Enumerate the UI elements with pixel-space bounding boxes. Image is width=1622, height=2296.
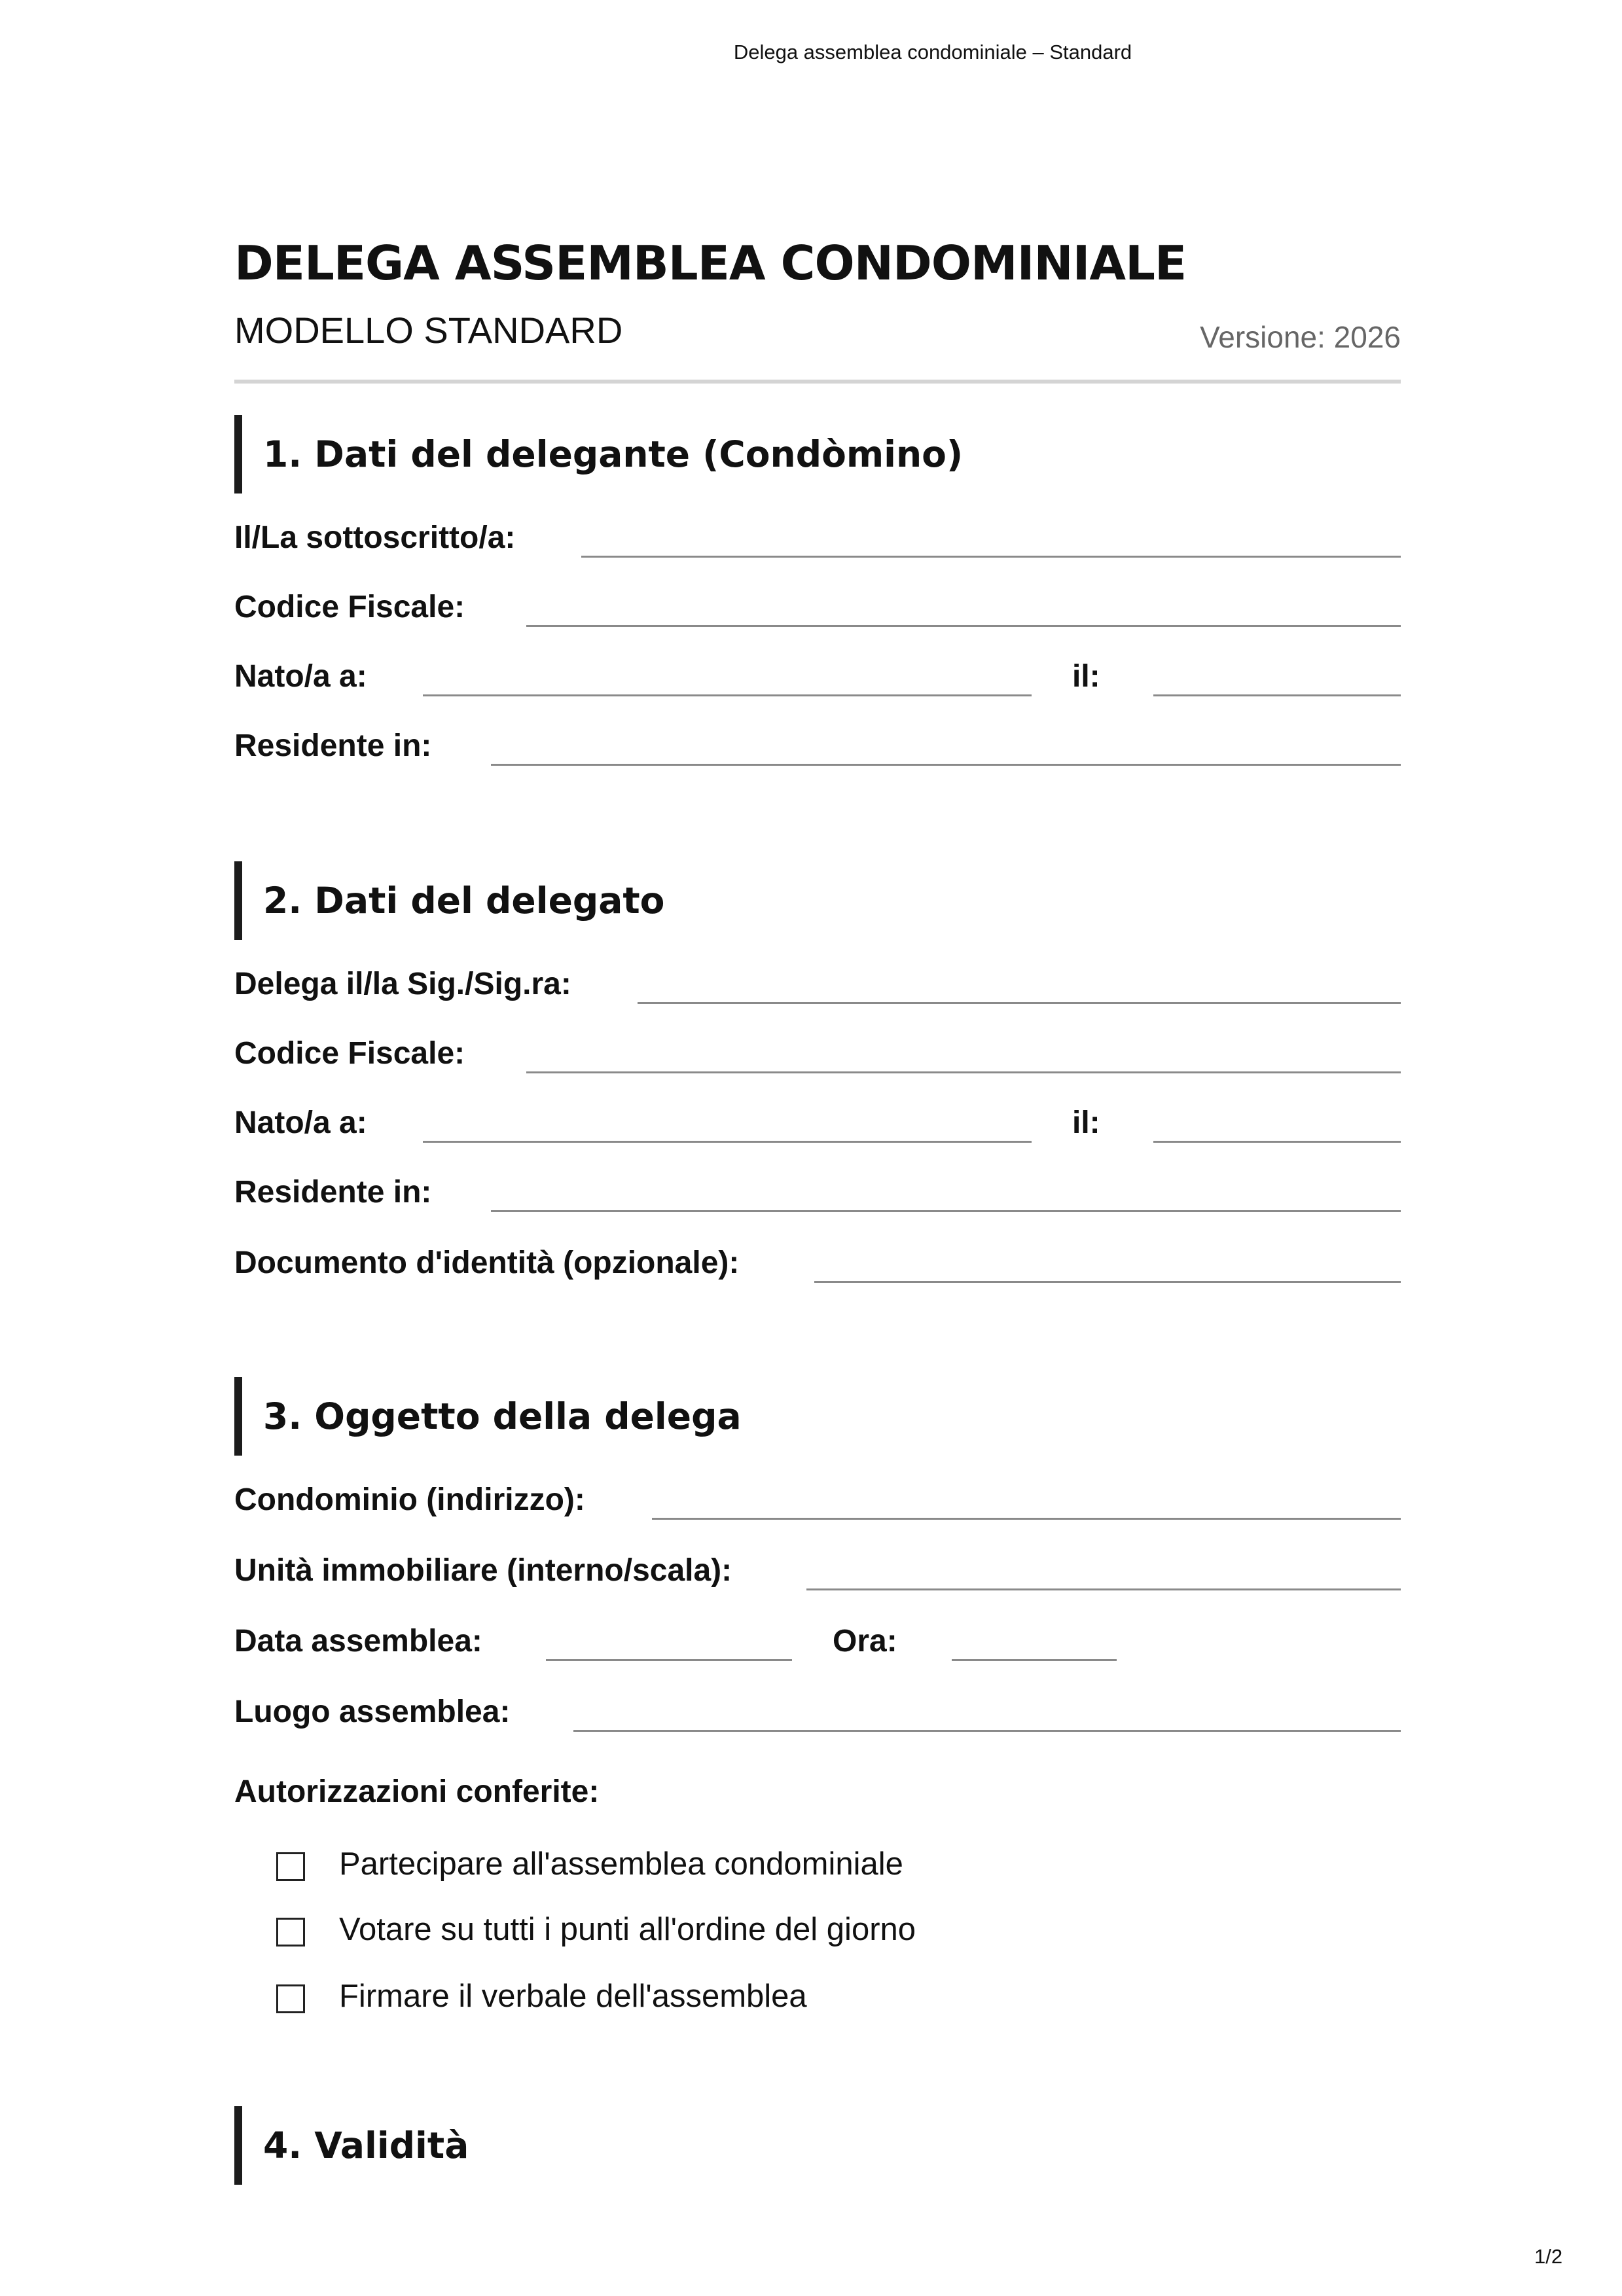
section-heading-oggetto: 3. Oggetto della delega bbox=[234, 1377, 742, 1456]
unita-immobiliare-input-line[interactable] bbox=[806, 1588, 1401, 1590]
field-label: Delega il/la Sig./Sig.ra: bbox=[234, 967, 571, 1001]
field-codice-fiscale-delegato bbox=[234, 1034, 1401, 1073]
condominio-input-line[interactable] bbox=[652, 1518, 1401, 1520]
page-number: 1/2 bbox=[1534, 2245, 1563, 2268]
field-unita-immobiliare bbox=[234, 1551, 1401, 1590]
nato-delegato-input-line[interactable] bbox=[423, 1141, 1032, 1143]
field-label: Luogo assemblea: bbox=[234, 1695, 511, 1729]
documento-identita-input-line[interactable] bbox=[814, 1281, 1401, 1283]
field-nato-delegante bbox=[234, 657, 1401, 696]
field-label: Residente in: bbox=[234, 728, 432, 763]
data-assemblea-input-line[interactable] bbox=[546, 1659, 792, 1661]
ora-assemblea-input-line[interactable] bbox=[952, 1659, 1117, 1661]
sottoscritto-input-line[interactable] bbox=[581, 556, 1401, 558]
codice-fiscale-delegante-input-line[interactable] bbox=[526, 625, 1401, 627]
field-luogo-assemblea bbox=[234, 1693, 1401, 1732]
document-title: DELEGA ASSEMBLEA CONDOMINIALE bbox=[234, 236, 1187, 291]
field-data-ora-assemblea bbox=[234, 1622, 1401, 1661]
residente-delegato-input-line[interactable] bbox=[491, 1210, 1401, 1212]
data-nascita-delegato-input-line[interactable] bbox=[1153, 1141, 1401, 1143]
section-heading-validita: 4. Validità bbox=[234, 2106, 469, 2185]
field-label: Documento d'identità (opzionale): bbox=[234, 1246, 740, 1280]
field-label-il: il: bbox=[1072, 1105, 1100, 1140]
checkbox-option[interactable] bbox=[276, 1910, 1324, 1949]
residente-delegante-input-line[interactable] bbox=[491, 764, 1401, 766]
field-label: Codice Fiscale: bbox=[234, 590, 465, 624]
field-sottoscritto bbox=[234, 518, 1401, 558]
running-header: Delega assemblea condominiale – Standard bbox=[733, 41, 1132, 63]
field-label-ora: Ora: bbox=[833, 1624, 897, 1659]
field-label: Condominio (indirizzo): bbox=[234, 1482, 585, 1517]
field-label: Unità immobiliare (interno/scala): bbox=[234, 1553, 732, 1588]
delegato-nome-input-line[interactable] bbox=[638, 1002, 1401, 1004]
field-residente-delegato bbox=[234, 1173, 1401, 1212]
field-condominio bbox=[234, 1480, 1401, 1520]
field-label: Nato/a a: bbox=[234, 1105, 367, 1140]
title-divider bbox=[234, 380, 1401, 384]
field-delega-sig bbox=[234, 965, 1401, 1004]
field-label: Data assemblea: bbox=[234, 1624, 482, 1659]
document-subtitle: MODELLO STANDARD bbox=[234, 310, 623, 351]
field-label: Residente in: bbox=[234, 1175, 432, 1210]
document-version: Versione: 2026 bbox=[1200, 320, 1401, 354]
nato-delegante-input-line[interactable] bbox=[423, 694, 1032, 696]
checkbox-label: Firmare il verbale dell'assemblea bbox=[339, 1979, 807, 2014]
checkbox-label: Votare su tutti i punti all'ordine del giorno bbox=[339, 1912, 916, 1947]
checkbox-option[interactable] bbox=[276, 1977, 1324, 2016]
section-heading-delegato: 2. Dati del delegato bbox=[234, 861, 664, 940]
field-label: Nato/a a: bbox=[234, 659, 367, 694]
checkbox-label: Partecipare all'assemblea condominiale bbox=[339, 1846, 903, 1882]
section-heading-delegante: 1. Dati del delegante (Condòmino) bbox=[234, 415, 963, 493]
field-codice-fiscale-delegante bbox=[234, 588, 1401, 627]
field-documento-identita bbox=[234, 1244, 1401, 1283]
field-label: Codice Fiscale: bbox=[234, 1036, 465, 1071]
checkbox[interactable] bbox=[276, 1918, 305, 1946]
field-nato-delegato bbox=[234, 1103, 1401, 1143]
codice-fiscale-delegato-input-line[interactable] bbox=[526, 1071, 1401, 1073]
luogo-assemblea-input-line[interactable] bbox=[573, 1730, 1401, 1732]
checkbox-option[interactable] bbox=[276, 1844, 1324, 1884]
field-residente-delegante bbox=[234, 726, 1401, 766]
data-nascita-delegante-input-line[interactable] bbox=[1153, 694, 1401, 696]
checkbox[interactable] bbox=[276, 1852, 305, 1881]
field-label-il: il: bbox=[1072, 659, 1100, 694]
field-label: Autorizzazioni conferite: bbox=[234, 1774, 600, 1809]
checkbox[interactable] bbox=[276, 1984, 305, 2013]
field-label: Il/La sottoscritto/a: bbox=[234, 520, 516, 555]
autorizzazioni-heading bbox=[234, 1772, 1401, 1812]
